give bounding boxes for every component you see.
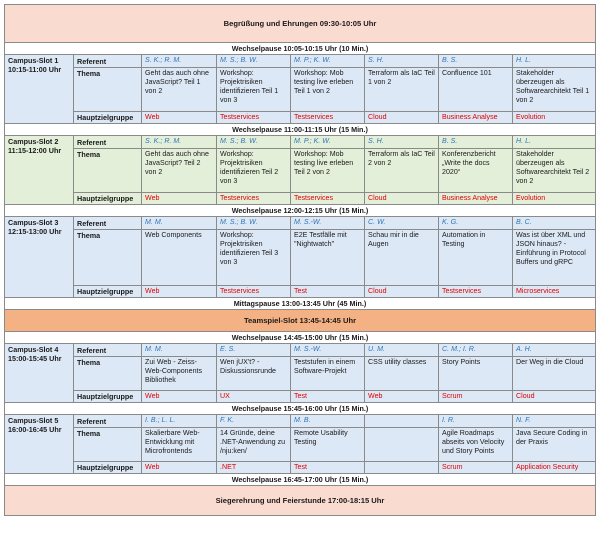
teamspiel-banner: Teamspiel-Slot 13:45-14:45 Uhr [5, 310, 596, 332]
speaker-cell: M. M. [142, 217, 217, 230]
referent-row [5, 55, 596, 68]
audience-cell [365, 462, 439, 474]
topic-cell: Stakeholder überzeugen als Softwarearchitekt Teil 1 von 2 [513, 68, 596, 112]
topic-cell: Teststufen in einem Software-Projekt [291, 357, 365, 391]
speaker-cell: B. C. [513, 217, 596, 230]
referent-row [5, 415, 596, 428]
final-break-row [5, 474, 596, 486]
opening-banner: Begrüßung und Ehrungen 09:30-10:05 Uhr [5, 5, 596, 43]
audience-cell: Scrum [439, 391, 513, 403]
speaker-cell: M. S.; B. W. [217, 55, 291, 68]
topic-cell: Schau mir in die Augen [365, 230, 439, 286]
audience-cell: Web [365, 391, 439, 403]
speaker-cell: M. B. [291, 415, 365, 428]
topic-cell: Story Points [439, 357, 513, 391]
break-row [5, 124, 596, 136]
speaker-cell: S. K.; R. M. [142, 55, 217, 68]
audience-cell: Testservices [439, 286, 513, 298]
audience-row [5, 462, 596, 474]
topic-cell: Konferenzbericht „Write the docs 2020“ [439, 149, 513, 193]
speaker-cell: C. M.; I. R. [439, 344, 513, 357]
speaker-cell: B. S. [439, 136, 513, 149]
slot-title: Campus-Slot 5 16:00-16:45 Uhr [5, 415, 74, 474]
hauptzielgruppe-label: Hauptzielgruppe [74, 286, 142, 298]
speaker-cell: N. F. [513, 415, 596, 428]
slot-title: Campus-Slot 1 10:15-11:00 Uhr [5, 55, 74, 124]
speaker-cell: S. H. [365, 136, 439, 149]
topic-row [5, 149, 596, 193]
hauptzielgruppe-label: Hauptzielgruppe [74, 112, 142, 124]
referent-label: Referent [74, 55, 142, 68]
topic-cell: Workshop: Projektrisiken identifizieren Teil 3 von 3 [217, 230, 291, 286]
speaker-cell: M. S.-W. [291, 217, 365, 230]
break-label: Wechselpause 16:45-17:00 Uhr (15 Min.) [5, 474, 596, 486]
topic-cell: Der Weg in die Cloud [513, 357, 596, 391]
speaker-cell: S. H. [365, 55, 439, 68]
topic-cell: Remote Usability Testing [291, 428, 365, 462]
topic-cell: Confluence 101 [439, 68, 513, 112]
audience-cell: Testservices [217, 286, 291, 298]
speaker-cell: I. R. [439, 415, 513, 428]
break-label: Wechselpause 12:00-12:15 Uhr (15 Min.) [5, 205, 596, 217]
break-label: Mittagspause 13:00-13:45 Uhr (45 Min.) [5, 298, 596, 310]
audience-cell: Web [142, 112, 217, 124]
audience-cell: Cloud [365, 112, 439, 124]
speaker-cell: H. L. [513, 136, 596, 149]
audience-cell: Web [142, 462, 217, 474]
audience-row [5, 193, 596, 205]
speaker-cell: M. S.; B. W. [217, 136, 291, 149]
hauptzielgruppe-label: Hauptzielgruppe [74, 391, 142, 403]
speaker-cell: B. S. [439, 55, 513, 68]
audience-cell: Testservices [291, 193, 365, 205]
topic-row [5, 357, 596, 391]
audience-cell: Evolution [513, 193, 596, 205]
slot-title: Campus-Slot 4 15:00-15:45 Uhr [5, 344, 74, 403]
audience-cell: Testservices [217, 112, 291, 124]
lunch-break-row [5, 298, 596, 310]
hauptzielgruppe-label: Hauptzielgruppe [74, 462, 142, 474]
speaker-cell: M. P.; K. W. [291, 136, 365, 149]
speaker-cell: F. K. [217, 415, 291, 428]
speaker-cell: E. S. [217, 344, 291, 357]
audience-cell: Test [291, 391, 365, 403]
audience-cell: Web [142, 286, 217, 298]
audience-cell: Business Analyse [439, 112, 513, 124]
referent-row [5, 344, 596, 357]
break-label: Wechselpause 11:00-11:15 Uhr (15 Min.) [5, 124, 596, 136]
break-label: Wechselpause 15:45-16:00 Uhr (15 Min.) [5, 403, 596, 415]
topic-cell: E2E Testfälle mit "Nightwatch" [291, 230, 365, 286]
audience-cell: Business Analyse [439, 193, 513, 205]
topic-cell: Workshop: Projektrisiken identifizieren Teil 1 von 3 [217, 68, 291, 112]
topic-cell: Web Components [142, 230, 217, 286]
speaker-cell: M. M. [142, 344, 217, 357]
audience-cell: Testservices [217, 193, 291, 205]
thema-label: Thema [74, 357, 142, 391]
schedule-table [4, 4, 596, 516]
audience-cell: Application Security [513, 462, 596, 474]
referent-label: Referent [74, 344, 142, 357]
audience-cell: Scrum [439, 462, 513, 474]
audience-cell: Cloud [365, 193, 439, 205]
break-label: Wechselpause 10:05-10:15 Uhr (10 Min.) [5, 43, 596, 55]
topic-cell [365, 428, 439, 462]
topic-cell: Wen jUX't? - Diskussionsrunde [217, 357, 291, 391]
speaker-cell: M. S.; B. W. [217, 217, 291, 230]
topic-row [5, 428, 596, 462]
break-row [5, 43, 596, 55]
referent-label: Referent [74, 415, 142, 428]
closing-row [5, 486, 596, 516]
break-label: Wechselpause 14:45-15:00 Uhr (15 Min.) [5, 332, 596, 344]
break-row [5, 403, 596, 415]
topic-cell: Automation in Testing [439, 230, 513, 286]
break-row [5, 332, 596, 344]
audience-cell: Web [142, 193, 217, 205]
referent-row [5, 217, 596, 230]
topic-cell: Workshop: Projektrisiken identifizieren Teil 2 von 3 [217, 149, 291, 193]
topic-row [5, 230, 596, 286]
audience-cell: UX [217, 391, 291, 403]
slot-title: Campus-Slot 3 12:15-13:00 Uhr [5, 217, 74, 298]
thema-label: Thema [74, 149, 142, 193]
hauptzielgruppe-label: Hauptzielgruppe [74, 193, 142, 205]
referent-label: Referent [74, 136, 142, 149]
speaker-cell: K. G. [439, 217, 513, 230]
speaker-cell: U. M. [365, 344, 439, 357]
topic-cell: Geht das auch ohne JavaScript? Teil 2 von 2 [142, 149, 217, 193]
audience-cell: .NET [217, 462, 291, 474]
speaker-cell: M. P.; K. W. [291, 55, 365, 68]
audience-cell: Cloud [513, 391, 596, 403]
topic-cell: Workshop: Mob testing live erleben Teil 2 von 2 [291, 149, 365, 193]
audience-cell: Testservices [291, 112, 365, 124]
speaker-cell [365, 415, 439, 428]
audience-row [5, 286, 596, 298]
slot-title: Campus-Slot 2 11:15-12:00 Uhr [5, 136, 74, 205]
conference-schedule [4, 4, 596, 516]
topic-cell: Terraform als IaC Teil 2 von 2 [365, 149, 439, 193]
audience-cell: Microservices [513, 286, 596, 298]
opening-row [5, 5, 596, 43]
audience-row [5, 391, 596, 403]
topic-cell: Zui Web - Zeiss-Web-Components Bibliothek [142, 357, 217, 391]
audience-row [5, 112, 596, 124]
topic-cell: Terraform als IaC Teil 1 von 2 [365, 68, 439, 112]
break-row [5, 205, 596, 217]
topic-cell: Was ist über XML und JSON hinaus? - Einführung in Protocol Buffers und gRPC [513, 230, 596, 286]
closing-banner: Siegerehrung und Feierstunde 17:00-18:15 Uhr [5, 486, 596, 516]
speaker-cell: H. L. [513, 55, 596, 68]
speaker-cell: M. S.-W. [291, 344, 365, 357]
topic-cell: Java Secure Coding in der Praxis [513, 428, 596, 462]
topic-cell: CSS utility classes [365, 357, 439, 391]
topic-cell: Workshop: Mob testing live erleben Teil 1 von 2 [291, 68, 365, 112]
topic-cell: 14 Gründe, deine .NET-Anwendung zu /nju:ken/ [217, 428, 291, 462]
audience-cell: Evolution [513, 112, 596, 124]
audience-cell: Test [291, 286, 365, 298]
speaker-cell: A. H. [513, 344, 596, 357]
thema-label: Thema [74, 68, 142, 112]
teamspiel-row [5, 310, 596, 332]
audience-cell: Web [142, 391, 217, 403]
audience-cell: Test [291, 462, 365, 474]
speaker-cell: I. B.; L. L. [142, 415, 217, 428]
topic-cell: Stakeholder überzeugen als Softwarearchitekt Teil 2 von 2 [513, 149, 596, 193]
referent-row [5, 136, 596, 149]
thema-label: Thema [74, 428, 142, 462]
referent-label: Referent [74, 217, 142, 230]
topic-cell: Skalierbare Web-Entwicklung mit Microfrontends [142, 428, 217, 462]
topic-cell: Geht das auch ohne JavaScript? Teil 1 von 2 [142, 68, 217, 112]
audience-cell: Cloud [365, 286, 439, 298]
topic-row [5, 68, 596, 112]
topic-cell: Agile Roadmaps abseits von Velocity und Story Points [439, 428, 513, 462]
speaker-cell: S. K.; R. M. [142, 136, 217, 149]
speaker-cell: C. W. [365, 217, 439, 230]
thema-label: Thema [74, 230, 142, 286]
